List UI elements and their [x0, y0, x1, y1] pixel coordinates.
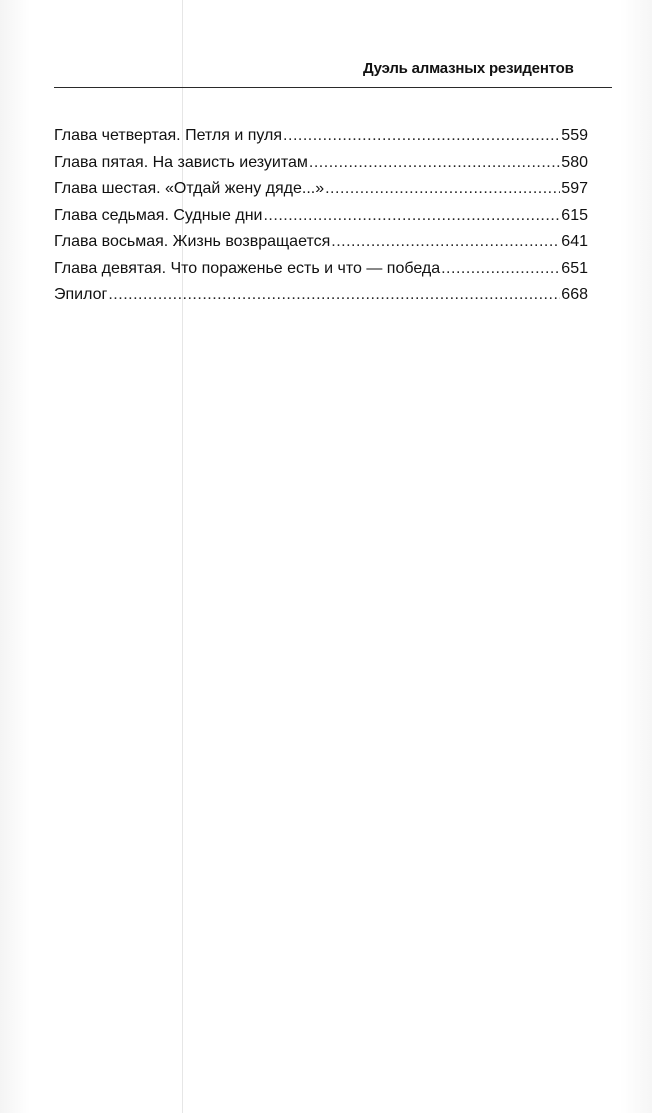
toc-entry	[54, 176, 588, 203]
toc-entry-page: 597	[561, 180, 588, 197]
toc-entry	[54, 229, 588, 256]
toc-entry	[54, 123, 588, 150]
toc-dot-leader	[108, 282, 560, 309]
toc-entry	[54, 256, 588, 283]
header-rule	[54, 87, 612, 88]
toc-entry	[54, 150, 588, 177]
toc-dot-leader	[283, 123, 560, 150]
toc-entry-page: 580	[561, 153, 588, 171]
toc-entry	[54, 203, 588, 230]
toc-entry-page: 651	[561, 259, 588, 277]
toc-entry-page: 641	[561, 233, 588, 250]
toc-entry-title: Глава восьмая. Жизнь возвращается	[54, 233, 331, 250]
toc-dot-leader	[441, 256, 560, 283]
toc-entry-title: Глава девятая. Что пораженье есть и что — победа	[54, 259, 441, 277]
toc-dot-leader	[309, 150, 560, 177]
running-header: Дуэль алмазных резидентов	[363, 60, 574, 77]
toc-entry-title: Глава шестая. «Отдай жену дяде...»	[54, 180, 325, 197]
toc-dot-leader	[325, 176, 560, 203]
toc-dot-leader	[263, 203, 560, 230]
toc-dot-leader	[331, 229, 560, 256]
toc-entry	[54, 282, 588, 309]
toc-entry-title: Глава четвертая. Петля и пуля	[54, 127, 283, 144]
toc-entry-title: Глава пятая. На зависть иезуитам	[54, 153, 308, 171]
table-of-contents	[54, 123, 588, 309]
toc-entry-title: Эпилог	[54, 286, 108, 303]
toc-entry-title: Глава седьмая. Судные дни	[54, 206, 263, 224]
toc-entry-page: 615	[561, 206, 588, 224]
toc-entry-page: 668	[561, 286, 588, 303]
toc-entry-page: 559	[561, 127, 588, 144]
